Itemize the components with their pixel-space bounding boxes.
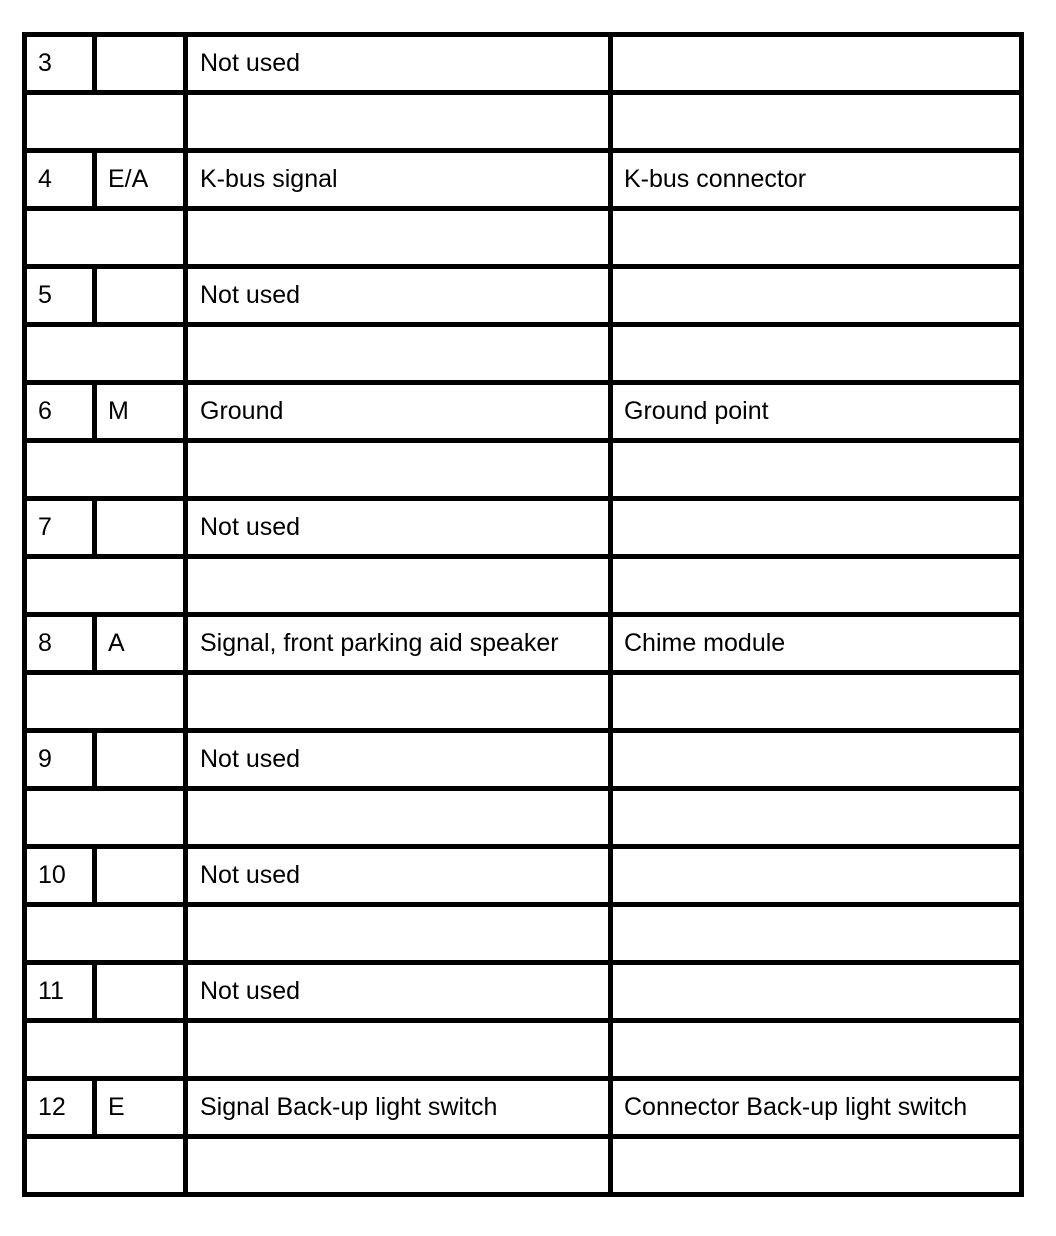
connection-cell: [611, 847, 1022, 905]
table-row: [25, 963, 1022, 1021]
table-row: [25, 267, 1022, 325]
empty-cell: [186, 441, 611, 499]
pin-number-cell: 4: [25, 151, 95, 209]
empty-cell: [186, 789, 611, 847]
empty-cell: [611, 905, 1022, 963]
table-spacer-row: [25, 93, 1022, 151]
table-spacer-row: [25, 1137, 1022, 1195]
table-row: [25, 35, 1022, 93]
empty-cell: [25, 673, 186, 731]
connection-cell: Connector Back-up light switch: [611, 1079, 1022, 1137]
description-cell: K-bus signal: [186, 151, 611, 209]
table-row: [25, 731, 1022, 789]
table-spacer-row: [25, 1021, 1022, 1079]
empty-cell: [186, 1021, 611, 1079]
empty-cell: [25, 789, 186, 847]
empty-cell: [611, 1021, 1022, 1079]
empty-cell: [186, 905, 611, 963]
table-row: [25, 383, 1022, 441]
empty-cell: [611, 325, 1022, 383]
empty-cell: [25, 905, 186, 963]
table-spacer-row: [25, 325, 1022, 383]
empty-cell: [611, 93, 1022, 151]
connection-cell: [611, 499, 1022, 557]
table-spacer-row: [25, 673, 1022, 731]
description-cell: Not used: [186, 499, 611, 557]
pin-number-cell: 10: [25, 847, 95, 905]
empty-cell: [611, 441, 1022, 499]
signal-type-cell: E: [95, 1079, 186, 1137]
empty-cell: [186, 1137, 611, 1195]
pin-number-cell: 3: [25, 35, 95, 93]
description-cell: Signal Back-up light switch: [186, 1079, 611, 1137]
description-cell: Not used: [186, 731, 611, 789]
description-cell: Ground: [186, 383, 611, 441]
signal-type-cell: [95, 267, 186, 325]
connection-cell: [611, 963, 1022, 1021]
connection-cell: K-bus connector: [611, 151, 1022, 209]
signal-type-cell: E/A: [95, 151, 186, 209]
signal-type-cell: A: [95, 615, 186, 673]
table-spacer-row: [25, 441, 1022, 499]
table-row: [25, 847, 1022, 905]
empty-cell: [25, 325, 186, 383]
empty-cell: [611, 209, 1022, 267]
table-spacer-row: [25, 557, 1022, 615]
connection-cell: Chime module: [611, 615, 1022, 673]
empty-cell: [186, 673, 611, 731]
connection-cell: [611, 731, 1022, 789]
empty-cell: [186, 93, 611, 151]
pin-number-cell: 6: [25, 383, 95, 441]
pin-number-cell: 5: [25, 267, 95, 325]
table-row: [25, 151, 1022, 209]
table-row: [25, 1079, 1022, 1137]
empty-cell: [25, 441, 186, 499]
empty-cell: [25, 557, 186, 615]
signal-type-cell: [95, 499, 186, 557]
empty-cell: [611, 789, 1022, 847]
description-cell: Not used: [186, 35, 611, 93]
empty-cell: [611, 1137, 1022, 1195]
empty-cell: [25, 93, 186, 151]
empty-cell: [25, 1137, 186, 1195]
signal-type-cell: [95, 963, 186, 1021]
table-spacer-row: [25, 905, 1022, 963]
empty-cell: [25, 209, 186, 267]
connection-cell: Ground point: [611, 383, 1022, 441]
pin-table-body: [25, 35, 1022, 1195]
empty-cell: [611, 673, 1022, 731]
signal-type-cell: [95, 847, 186, 905]
pin-number-cell: 8: [25, 615, 95, 673]
signal-type-cell: [95, 35, 186, 93]
table-row: [25, 499, 1022, 557]
pin-number-cell: 11: [25, 963, 95, 1021]
description-cell: Not used: [186, 963, 611, 1021]
description-cell: Not used: [186, 847, 611, 905]
pin-assignment-table: [22, 32, 1024, 1197]
description-cell: Signal, front parking aid speaker: [186, 615, 611, 673]
empty-cell: [186, 209, 611, 267]
pin-number-cell: 7: [25, 499, 95, 557]
empty-cell: [186, 557, 611, 615]
table-row: [25, 615, 1022, 673]
table-spacer-row: [25, 209, 1022, 267]
table-spacer-row: [25, 789, 1022, 847]
pin-number-cell: 12: [25, 1079, 95, 1137]
empty-cell: [611, 557, 1022, 615]
pin-number-cell: 9: [25, 731, 95, 789]
empty-cell: [186, 325, 611, 383]
signal-type-cell: [95, 731, 186, 789]
connection-cell: [611, 35, 1022, 93]
empty-cell: [25, 1021, 186, 1079]
description-cell: Not used: [186, 267, 611, 325]
signal-type-cell: M: [95, 383, 186, 441]
connection-cell: [611, 267, 1022, 325]
